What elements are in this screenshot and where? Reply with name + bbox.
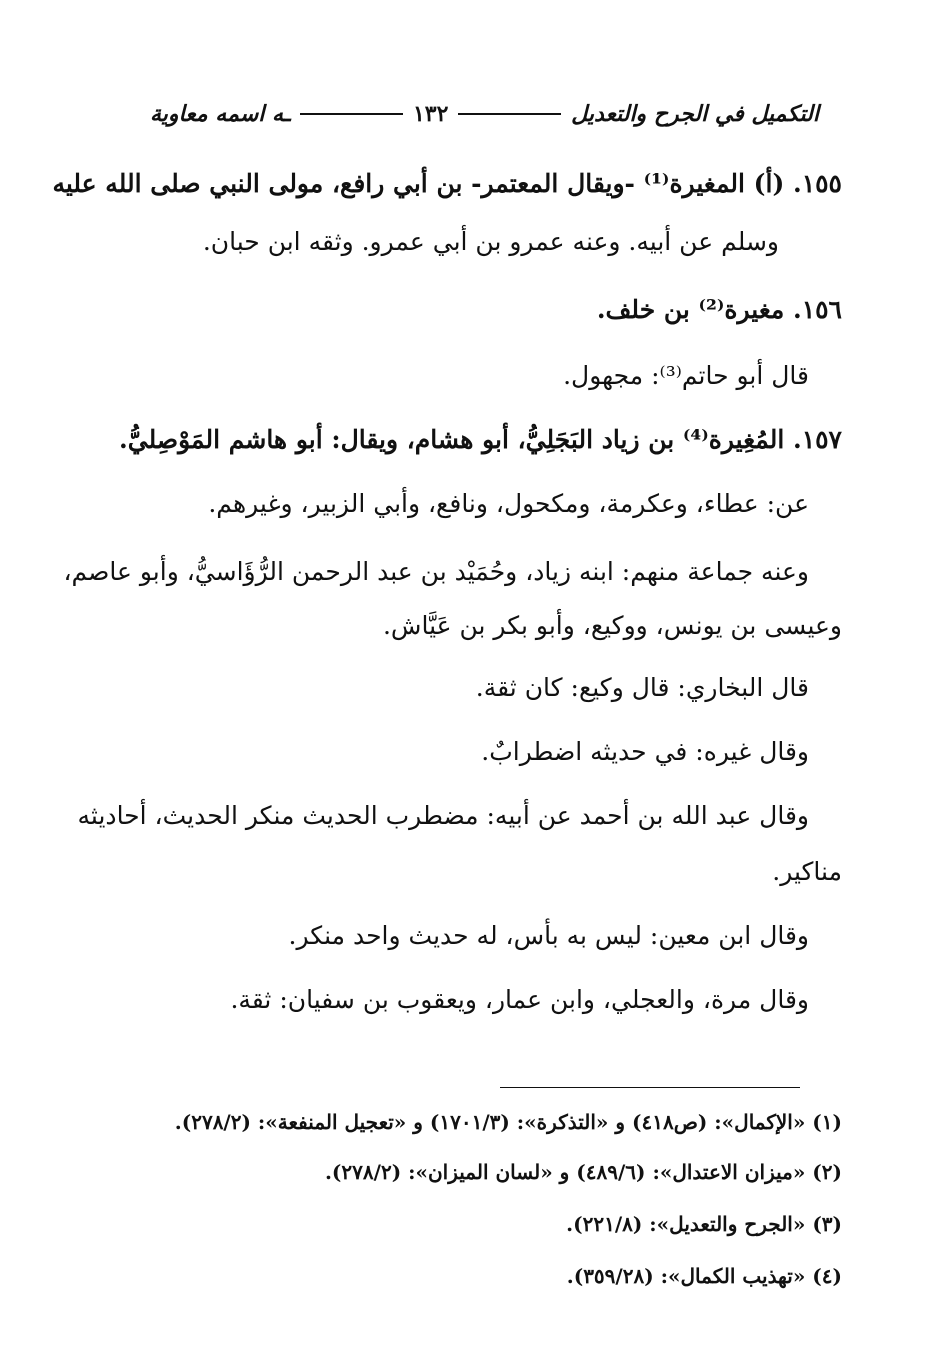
entry-157-line: وقال ابن معين: ليس به بأس، له حديث واحد منكر. bbox=[288, 921, 809, 950]
entry-157-line: عن: عطاء، وعكرمة، ومكحول، ونافع، وأبي الزبير، وغيرهم. bbox=[208, 489, 809, 518]
entry-156-heading: ١٥٦. مغيرة⁽²⁾ بن خلف. bbox=[596, 295, 842, 324]
entry-156-line: قال أبو حاتم⁽³⁾: مجهول. bbox=[563, 361, 809, 390]
header-rule bbox=[458, 113, 561, 115]
entry-155-heading: ١٥٥. (أ) المغيرة⁽¹⁾ -ويقال المعتمر- بن أبي رافع، مولى النبي صلى الله عليه bbox=[52, 169, 842, 198]
footnote-1: (١) «الإكمال»: (ص٤١٨) و «التذكرة»: (١٧٠١/٣) و «تعجيل المنفعة»: (٢٧٨/٢). bbox=[174, 1110, 842, 1134]
entry-157-line: وقال عبد الله بن أحمد عن أبيه: مضطرب الحديث منكر الحديث، أحاديثه bbox=[77, 801, 809, 830]
footnote-3: (٣) «الجرح والتعديل»: (٢٢١/٨). bbox=[566, 1212, 842, 1236]
entry-157-line: وقال مرة، والعجلي، وابن عمار، ويعقوب بن سفيان: ثقة. bbox=[230, 985, 809, 1014]
page-number: ١٣٢ bbox=[412, 101, 449, 127]
entry-157-line: قال البخاري: قال وكيع: كان ثقة. bbox=[475, 673, 809, 702]
entry-157-line: مناكير. bbox=[772, 857, 842, 886]
footnote-2: (٢) «ميزان الاعتدال»: (٤٨٩/٦) و «لسان الميزان»: (٢٧٨/٢). bbox=[324, 1160, 842, 1184]
header-book-title: التكميل في الجرح والتعديل bbox=[571, 101, 819, 127]
footnote-separator bbox=[500, 1087, 800, 1088]
entry-157-heading: ١٥٧. المُغِيرة⁽⁴⁾ بن زياد البَجَلِيُّ، أبو هشام، ويقال: أبو هاشم المَوْصِليُّ. bbox=[119, 425, 842, 454]
header-section: ـه اسمه معاوية bbox=[150, 101, 291, 127]
entry-157-line: وعيسى بن يونس، ووكيع، وأبو بكر بن عَيَّاش. bbox=[382, 611, 842, 640]
entry-157-line: وقال غيره: في حديثه اضطرابٌ. bbox=[481, 737, 809, 766]
running-header bbox=[150, 94, 819, 134]
entry-157-line: وعنه جماعة منهم: ابنه زياد، وحُمَيْد بن عبد الرحمن الرُّؤَاسيُّ، وأبو عاصم، bbox=[63, 557, 809, 586]
entry-155-line: وسلم عن أبيه. وعنه عمرو بن أبي عمرو. وثقه ابن حبان. bbox=[202, 227, 779, 256]
header-rule bbox=[300, 113, 403, 115]
footnote-4: (٤) «تهذيب الكمال»: (٣٥٩/٢٨). bbox=[566, 1264, 842, 1288]
